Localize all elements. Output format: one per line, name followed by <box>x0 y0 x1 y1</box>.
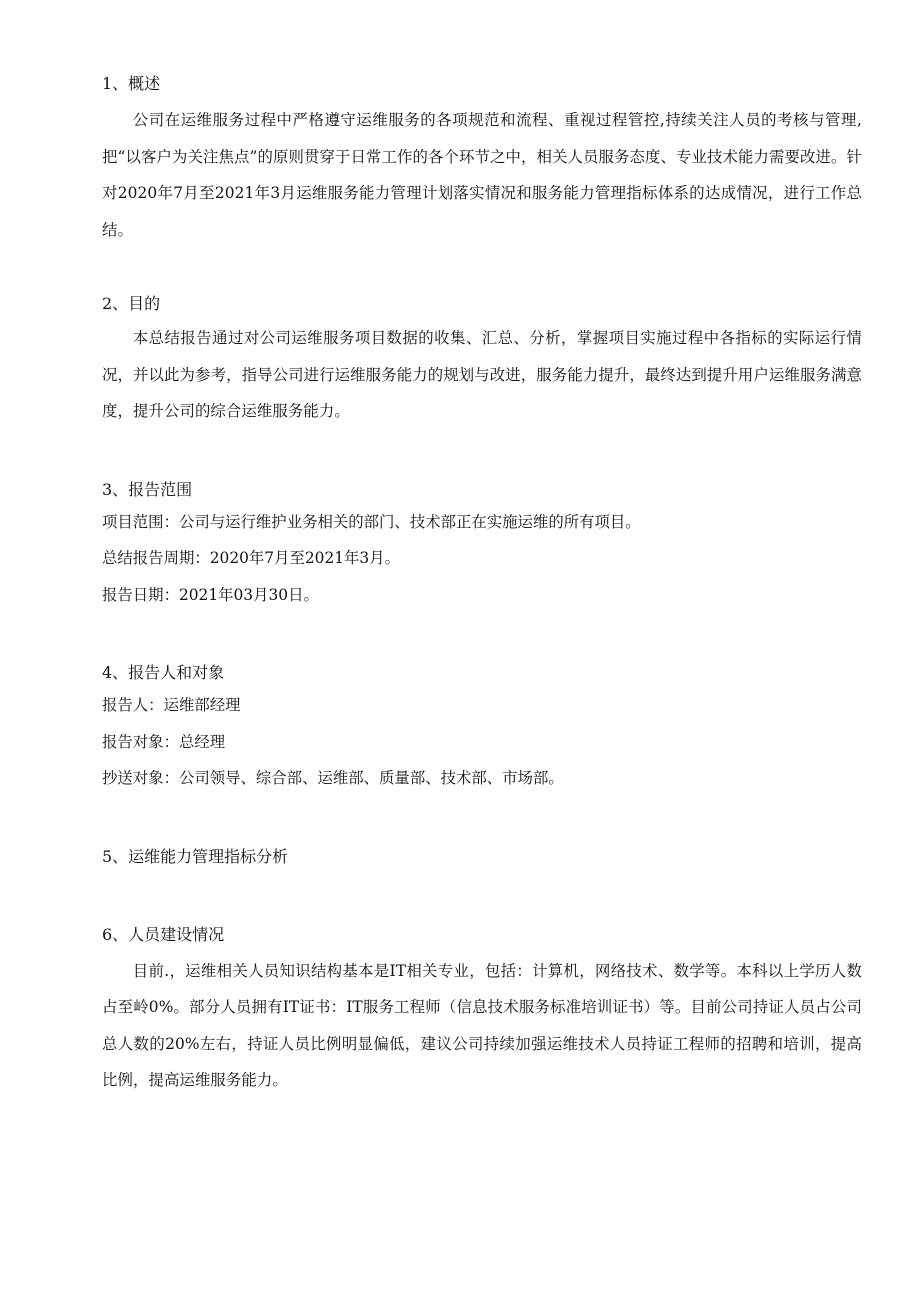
section-paragraph: 公司在运维服务过程中严格遵守运维服务的各项规范和流程、重视过程管控,持续关注人员的考核与管理,把“以客户为关注焦点”的原则贯穿于日常工作的各个环节之中，相关人员服务态度、专业技术能力需要改进。针对2020年7月至2021年3月运维服务能力管理计划落实情况和服务能力管理指标体系的达成情况，进行工作总结。 <box>102 111 862 239</box>
section-report-scope <box>102 478 862 614</box>
section-heading: 4、报告人和对象 <box>102 663 225 682</box>
document-page <box>102 72 862 1099</box>
cc-recipients-line: 抄送对象：公司领导、综合部、运维部、质量部、技术部、市场部。 <box>102 769 564 787</box>
project-scope-line: 项目范围：公司与运行维护业务相关的部门、技术部正在实施运维的所有项目。 <box>102 512 641 531</box>
section-heading: 6、人员建设情况 <box>102 924 225 944</box>
section-purpose <box>102 292 862 430</box>
section-heading: 2、目的 <box>102 294 161 313</box>
section-reporter-and-audience <box>102 661 862 797</box>
section-staffing <box>102 923 862 1099</box>
section-heading: 1、概述 <box>102 74 161 93</box>
section-capability-metrics-analysis <box>102 845 862 869</box>
section-overview <box>102 72 862 248</box>
section-paragraph: 本总结报告通过对公司运维服务项目数据的收集、汇总、分析，掌握项目实施过程中各指标的实际运行情况，并以此为参考，指导公司进行运维服务能力的规划与改进，服务能力提升，最终达到提升用户运维服务满意度，提升公司的综合运维服务能力。 <box>102 329 862 420</box>
reporter-line: 报告人：运维部经理 <box>102 696 241 714</box>
report-date-line: 报告日期：2021年03月30日。 <box>102 585 319 604</box>
section-heading: 5、运维能力管理指标分析 <box>102 846 289 866</box>
section-paragraph: 目前.，运维相关人员知识结构基本是IT相关专业，包括：计算机，网络技术、数学等。本科以上学历人数占至岭0%。部分人员拥有IT证书：IT服务工程师（信息技术服务标准培训证书）等。目前公司持证人员占公司总人数的20%左右，持证人员比例明显偏低，建议公司持续加强运维技术人员持证工程师的招聘和培训，提高比例，提高运维服务能力。 <box>102 961 862 1089</box>
report-period-line: 总结报告周期：2020年7月至2021年3月。 <box>102 549 400 567</box>
section-heading: 3、报告范围 <box>102 479 193 499</box>
report-recipient-line: 报告对象：总经理 <box>102 732 226 751</box>
